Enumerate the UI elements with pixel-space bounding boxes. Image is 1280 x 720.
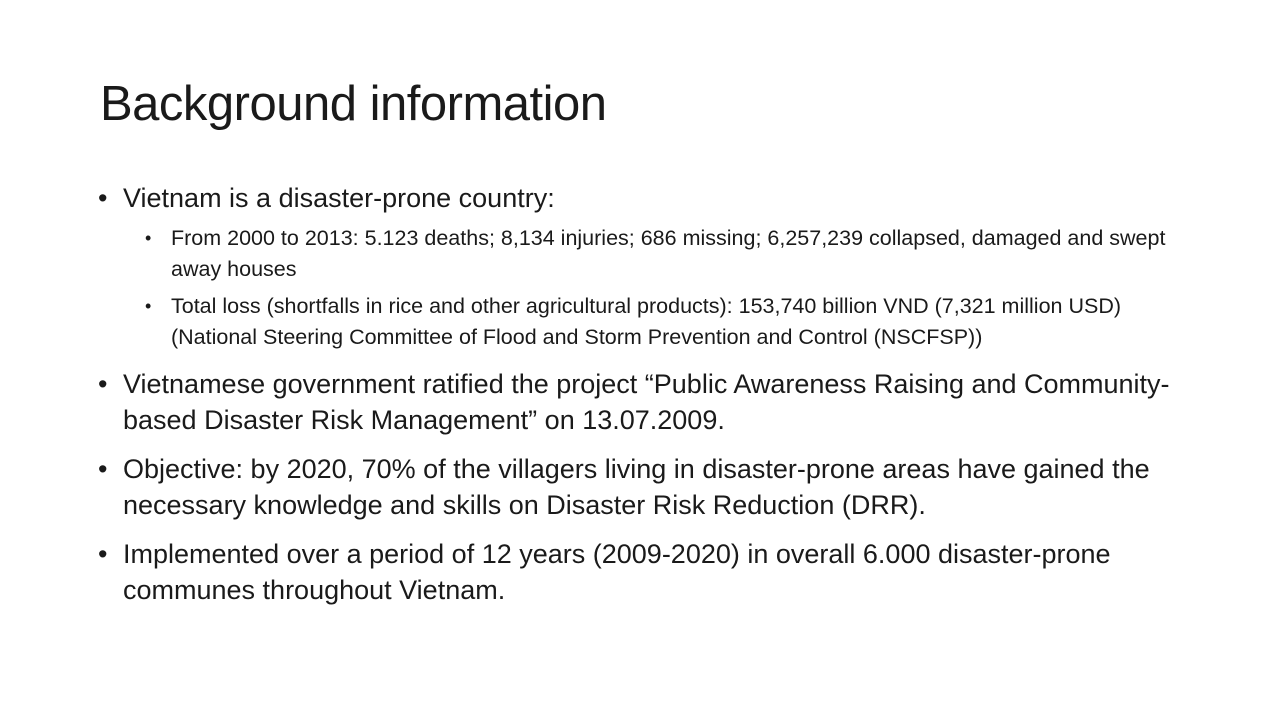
bullet-icon: • (145, 228, 152, 248)
bullet-item-objective (98, 451, 1198, 523)
sub-bullet-list (123, 223, 1198, 353)
sub-bullet-text: Total loss (shortfalls in rice and other agricultural products): 153,740 billion VND (7,321 million USD) (National Steering Committee of Flood and Storm Prevention and Control (NSCFSP)) (171, 294, 1122, 349)
sub-bullet-item-total-loss (123, 291, 1198, 353)
bullet-item-vietnam (98, 180, 1198, 353)
bullet-text: Objective: by 2020, 70% of the villagers living in disaster-prone areas have gained the necessary knowledge and skills on Disaster Risk Reduction (DRR). (123, 454, 1150, 520)
bullet-icon: • (98, 454, 108, 484)
slide-title: Background information (100, 77, 607, 131)
sub-bullet-item-casualties (123, 223, 1198, 285)
bullet-icon: • (98, 539, 108, 569)
bullet-icon: • (145, 296, 152, 316)
sub-bullet-text: From 2000 to 2013: 5.123 deaths; 8,134 injuries; 686 missing; 6,257,239 collapsed, damaged and swept away houses (171, 226, 1166, 281)
bullet-text: Vietnamese government ratified the project “Public Awareness Raising and Community-based Disaster Risk Management” on 13.07.2009. (123, 369, 1170, 435)
bullet-icon: • (98, 369, 108, 399)
bullet-icon: • (98, 183, 108, 213)
bullet-item-implementation (98, 536, 1198, 608)
bullet-list (98, 180, 1198, 621)
bullet-text: Implemented over a period of 12 years (2009-2020) in overall 6.000 disaster-prone communes throughout Vietnam. (123, 539, 1111, 605)
bullet-item-government-project (98, 366, 1198, 438)
bullet-text: Vietnam is a disaster-prone country: (123, 183, 555, 213)
